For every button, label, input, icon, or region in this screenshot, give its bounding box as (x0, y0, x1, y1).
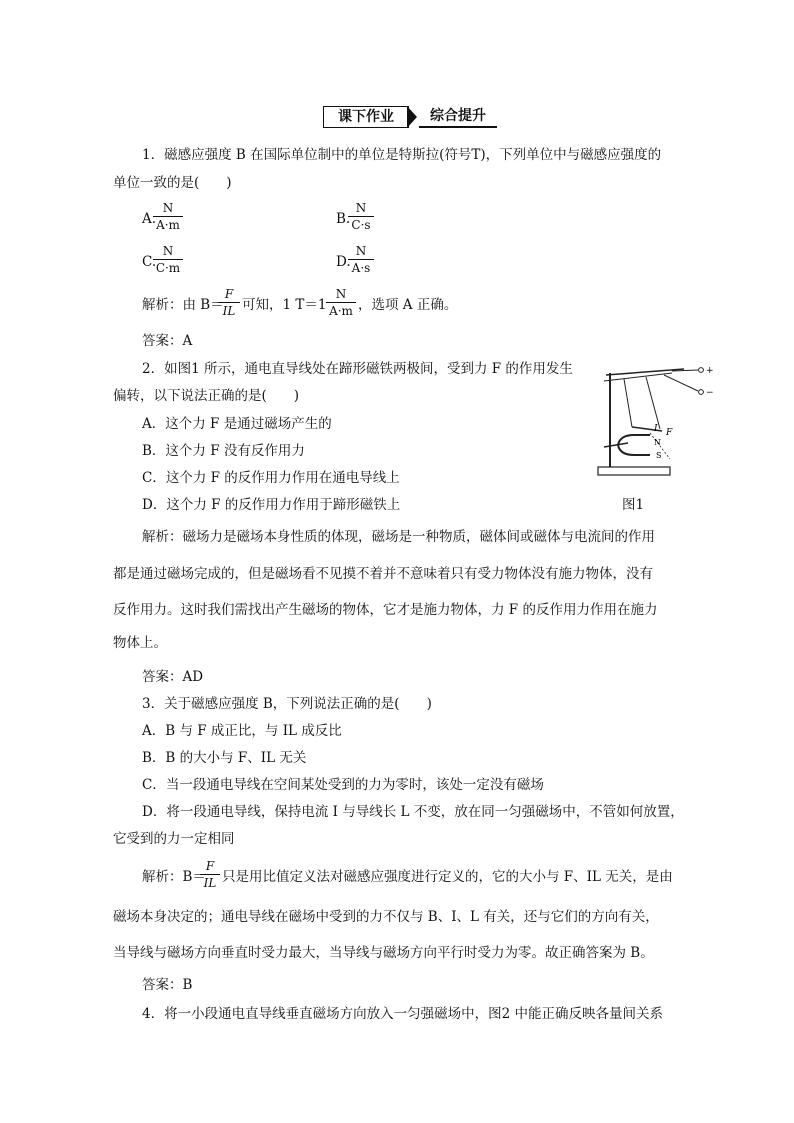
q2-option-a: A．这个力 F 是通过磁场产生的 (142, 416, 332, 432)
q3-analysis-line2: 磁场本身决定的；通电导线在磁场中受到的力不仅与 B、I、L 有关，还与它们的方向有关， (113, 909, 659, 925)
q1-option-a-label: A. (142, 211, 157, 227)
hanging-wire-left (624, 379, 632, 427)
q2-stem-line2: 偏转，以下说法正确的是( ) (113, 388, 300, 404)
q1-analysis-part2: 可知，1 T＝1 (242, 297, 327, 313)
fraction-bar (348, 259, 374, 260)
fraction-denominator: A·s (351, 261, 371, 275)
terminal-plus-icon (699, 368, 704, 373)
fraction-bar (153, 216, 183, 217)
header-title-right: 综合提升 (419, 106, 497, 128)
q2-option-c: C．这个力 F 的反作用力作用在通电导线上 (142, 470, 400, 486)
q1-option-c-label: C. (142, 254, 157, 270)
fraction-denominator: A·m (329, 304, 353, 318)
section-header (323, 104, 497, 128)
q3-answer: 答案：B (142, 977, 193, 993)
q1-stem-line2: 单位一致的是( ) (113, 175, 232, 191)
fraction-numerator: F (224, 287, 234, 301)
q1-analysis-fraction2 (326, 287, 356, 318)
north-pole-label: N (654, 438, 661, 447)
q1-option-a-fraction (153, 201, 183, 232)
fraction-bar (218, 302, 240, 303)
fraction-numerator: N (355, 244, 367, 258)
q2-option-d: D．这个力 F 的反作用力作用于蹄形磁铁上 (142, 497, 401, 513)
q3-analysis-fraction (200, 859, 220, 890)
q2-option-b: B．这个力 F 没有反作用力 (142, 443, 305, 459)
q2-analysis-line3: 反作用力。这时我们需找出产生磁场的物体，它才是施力物体，力 F 的反作用力作用在施力 (113, 602, 658, 618)
q3-option-d: D．将一段通电导线，保持电流 I 与导线长 L 不变，放在同一匀强磁场中，不管如何放置， (142, 804, 684, 820)
header-arrow-icon (407, 106, 417, 128)
q3-analysis-line3: 当导线与磁场方向垂直时受力最大，当导线与磁场方向平行时受力为零。故正确答案为 B。 (113, 945, 654, 961)
plus-sign: + (706, 366, 714, 376)
stand-base (598, 467, 670, 475)
q2-analysis-line2: 都是通过磁场完成的，但是磁场看不见摸不着并不意味着只有受力物体没有施力物体，没有 (113, 566, 653, 582)
q1-option-b-fraction (348, 201, 374, 232)
q1-option-c-fraction (153, 244, 183, 275)
fraction-numerator: N (162, 201, 174, 215)
fraction-numerator: F (205, 859, 215, 873)
header-title-left: 课下作业 (323, 106, 409, 128)
q4-stem: 4．将一小段通电直导线垂直磁场方向放入一匀强磁场中，图2 中能正确反映各量间关系 (142, 1006, 663, 1022)
south-pole-label: S (656, 451, 662, 460)
q1-stem-line1: 1．磁感应强度 B 在国际单位制中的单位是特斯拉(符号T)，下列单位中与磁感应强度的 (142, 147, 662, 163)
q3-option-c: C．当一段通电导线在空间某处受到的力为零时，该处一定没有磁场 (142, 777, 544, 793)
q3-option-b: B．B 的大小与 F、IL 无关 (142, 750, 307, 766)
fraction-denominator: IL (222, 304, 236, 318)
fraction-bar (348, 216, 374, 217)
fraction-numerator: N (335, 287, 347, 301)
q3-analysis-part1: 解析：B＝ (142, 869, 206, 885)
q2-stem-line1: 2．如图1 所示，通电直导线处在蹄形磁铁两极间，受到力 F 的作用发生 (142, 361, 573, 377)
stand-arm (606, 369, 684, 375)
q2-analysis-line1: 解析：磁场力是磁场本身性质的体现，磁场是一种物质，磁体间或磁体与电流间的作用 (142, 529, 655, 545)
q1-analysis-part1: 解析：由 B＝ (142, 297, 224, 313)
fraction-numerator: N (162, 244, 174, 258)
fraction-bar (153, 259, 183, 260)
force-label: F (666, 428, 673, 438)
figure-1-caption: 图1 (622, 497, 645, 513)
q2-analysis-line4: 物体上。 (113, 635, 167, 651)
q3-analysis-part2: 只是用比值定义法对磁感应强度进行定义的，它的大小与 F、IL 无关，是由 (222, 869, 673, 885)
wire-minus-lead (664, 375, 698, 391)
q3-option-a: A．B 与 F 成正比，与 IL 成反比 (142, 723, 342, 739)
q1-option-d-fraction (348, 244, 374, 275)
fraction-denominator: C·m (155, 261, 181, 275)
q1-analysis-part3: ，选项 A 正确。 (358, 297, 458, 313)
q1-option-b-label: B. (336, 211, 351, 227)
fraction-denominator: C·s (351, 218, 371, 232)
figure-1-apparatus-diagram (594, 355, 724, 490)
fraction-denominator: A·m (156, 218, 180, 232)
q3-stem: 3．关于磁感应强度 B，下列说法正确的是( ) (142, 696, 432, 712)
q1-option-d-label: D. (336, 254, 351, 270)
fraction-numerator: N (355, 201, 367, 215)
fraction-bar (200, 874, 220, 875)
q2-answer: 答案：AD (142, 669, 204, 685)
current-label: I (654, 424, 658, 434)
hanging-wire-right (646, 377, 660, 429)
q3-option-d-cont: 它受到的力一定相同 (113, 831, 235, 847)
minus-sign: − (706, 388, 714, 398)
q1-analysis-fraction1 (218, 287, 240, 318)
clamp (604, 443, 628, 447)
fraction-denominator: IL (203, 876, 217, 890)
q1-answer: 答案：A (142, 333, 193, 349)
terminal-minus-icon (699, 390, 704, 395)
fraction-bar (326, 302, 356, 303)
horseshoe-magnet (618, 435, 650, 455)
